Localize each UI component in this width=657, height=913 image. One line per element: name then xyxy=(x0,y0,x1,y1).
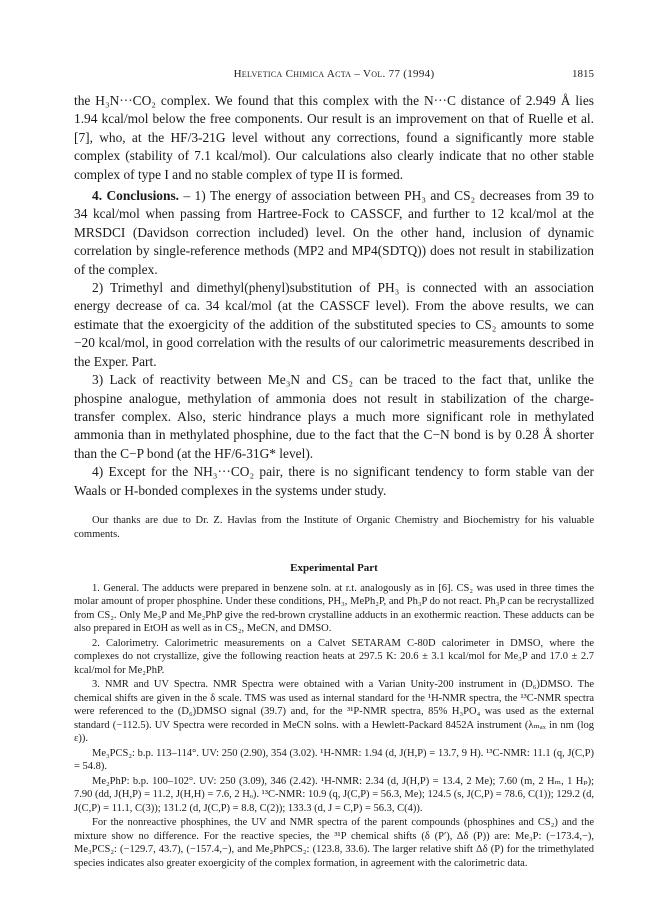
paragraph-complex-result: the H₃N···CO₂ complex. We found that this complex with the N···C distance of 2.949 Å lies 1.94 kcal/mol below the free components. Our result is an improvement on that of Ruelle et al. [7], who, at the HF/3-21G level without any corrections, found a significantly more stable complex (stability of 7.1 kcal/mol). Our calculations also clearly indicate that no other stable complex of type I and no stable complex of type II is formed. xyxy=(74,93,594,182)
exp-general: 1. General. The adducts were prepared in benzene soln. at r.t. analogously as in [6]. CS₂ was used in three times the molar amount of proper phosphine. Under these conditions, PH₃, MePh₂P, and Ph₃P do not react. Ph₃P can be recrystallized from CS₂. Only Me₃P and Me₂PhP give the red-brown crystalline adducts in an exothermic reaction. These adducts can be also prepared in EtOH as well as in CS₂, MeCN, and DMSO. xyxy=(74,582,594,635)
exp-me3pcs2: Me₃PCS₂: b.p. 113–114°. UV: 250 (2.90), 354 (3.02). ¹H-NMR: 1.94 (d, J(H,P) = 13.7, 9 H). ¹³C-NMR: 11.1 (q, J(C,P) = 54.8). xyxy=(74,747,594,773)
conclusions-1-text: – 1) The energy of association between PH₃ and CS₂ decreases from 39 to 34 kcal/mol when passing from Hartree-Fock to CASSCF, and further to 12 kcal/mol at the MRSDCI (Davidson correction included) level. On the other hand, inclusion of dynamic correlation by single-reference methods (MP2 and MP4(SDTQ)) does not result in stabilization of the complex. xyxy=(74,188,594,277)
conclusions-heading: 4. Conclusions. xyxy=(92,188,180,204)
exp-calorimetry: 2. Calorimetry. Calorimetric measurements on a Calvet SETARAM C-80D calorimeter in DMSO, where the complexes do not crystallize, give the following reaction heats at 297.5 K: 20.6 ± 3.1 kcal/mol for Me₃P and 17.0 ± 2.7 kcal/mol for Me₂PhP. xyxy=(74,637,594,676)
exp-me2php: Me₂PhP: b.p. 100–102°. UV: 250 (3.09), 346 (2.42). ¹H-NMR: 2.34 (d, J(H,P) = 13.4, 2 Me); 7.60 (m, 2 Hₘ, 1 Hₚ); 7.90 (dd, J(H,P) = 11.2, J(H,H) = 7.6, 2 Hₒ). ¹³C-NMR: 10.9 (q, J(C,P) = 56.3, Me); 124.5 (s, J(C,P) = 78.6, C(1)); 129.2 (d, J(C,P) = 11.1, C(3)); 131.2 (d, J(C,P) = 8.8, C(2)); 133.3 (d, J = C,P) = 56.3, C(4)). xyxy=(74,775,594,814)
exp-nonreactive: For the nonreactive phosphines, the UV and NMR spectra of the parent compounds (phosphines and CS₂) and the mixture show no difference. For the reactive species, the ³¹P chemical shifts (δ (P′), Δδ (P)) are: Me₃P: (−173.4,−), Me₃PCS₂: (−129.7, 43.7), (−157.4,−), and Me₂PhPCS₂: (123.8, 33.6). The larger relative shift Δδ (P) for the trimethylated species indicates also greater exoergicity of the complex formation, in agreement with the calorimetric data. xyxy=(74,817,594,869)
experimental-section xyxy=(74,582,594,871)
page-number: 1815 xyxy=(572,68,594,80)
paragraph-conclusions-1 xyxy=(74,187,594,279)
main-text xyxy=(74,92,594,500)
page xyxy=(74,68,594,870)
paragraph-conclusions-3: 3) Lack of reactivity between Me₃N and CS₂ can be traced to the fact that, unlike the phospine analogue, methylation of ammonia does not result in stabilization of the charge-transfer complex. Also, steric hindrance plays a much more significant role in methylated ammonia than in methylated phosphine, due to the fact that the C−N bond is by 0.28 Å shorter than the C−P bond (at the HF/6-31G* level). xyxy=(74,372,594,461)
exp-spectra: 3. NMR and UV Spectra. NMR Spectra were obtained with a Varian Unity-200 instrument in (D₆)DMSO. The chemical shifts are given in the δ scale. TMS was used as internal standard for the ¹H-NMR spectra, the ¹³C-NMR spectra were referenced to the (D₆)DMSO signal (39.7) and, for the ³¹P-NMR spectra, 85% H₃PO₄ was used as the external standard (−112.5). UV Spectra were recorded in MeCN solns. with a Hewlett-Packard 8452A instrument (λₘₐₓ in nm (log ε)). xyxy=(74,679,594,745)
acknowledgment: Our thanks are due to Dr. Z. Havlas from the Institute of Organic Chemistry and Biochemistry for his valuable comments. xyxy=(74,514,594,540)
experimental-heading: Experimental Part xyxy=(290,561,378,574)
running-header xyxy=(74,68,594,84)
journal-title: Helvetica Chimica Acta – Vol. 77 (1994) xyxy=(233,68,435,80)
paragraph-conclusions-2: 2) Trimethyl and dimethyl(phenyl)substitution of PH₃ is connected with an association energy decrease of ca. 34 kcal/mol (at the CASSCF level). From the above results, we can estimate that the exoergicity of the addition of the substituted species to CS₂ amounts to some −20 kcal/mol, in good correlation with the results of our calorimetric measurements described in the Exper. Part. xyxy=(74,280,594,369)
paragraph-conclusions-4: 4) Except for the NH₃···CO₂ pair, there is no significant tendency to form stable van der Waals or H-bonded complexes in the systems under study. xyxy=(74,464,594,498)
